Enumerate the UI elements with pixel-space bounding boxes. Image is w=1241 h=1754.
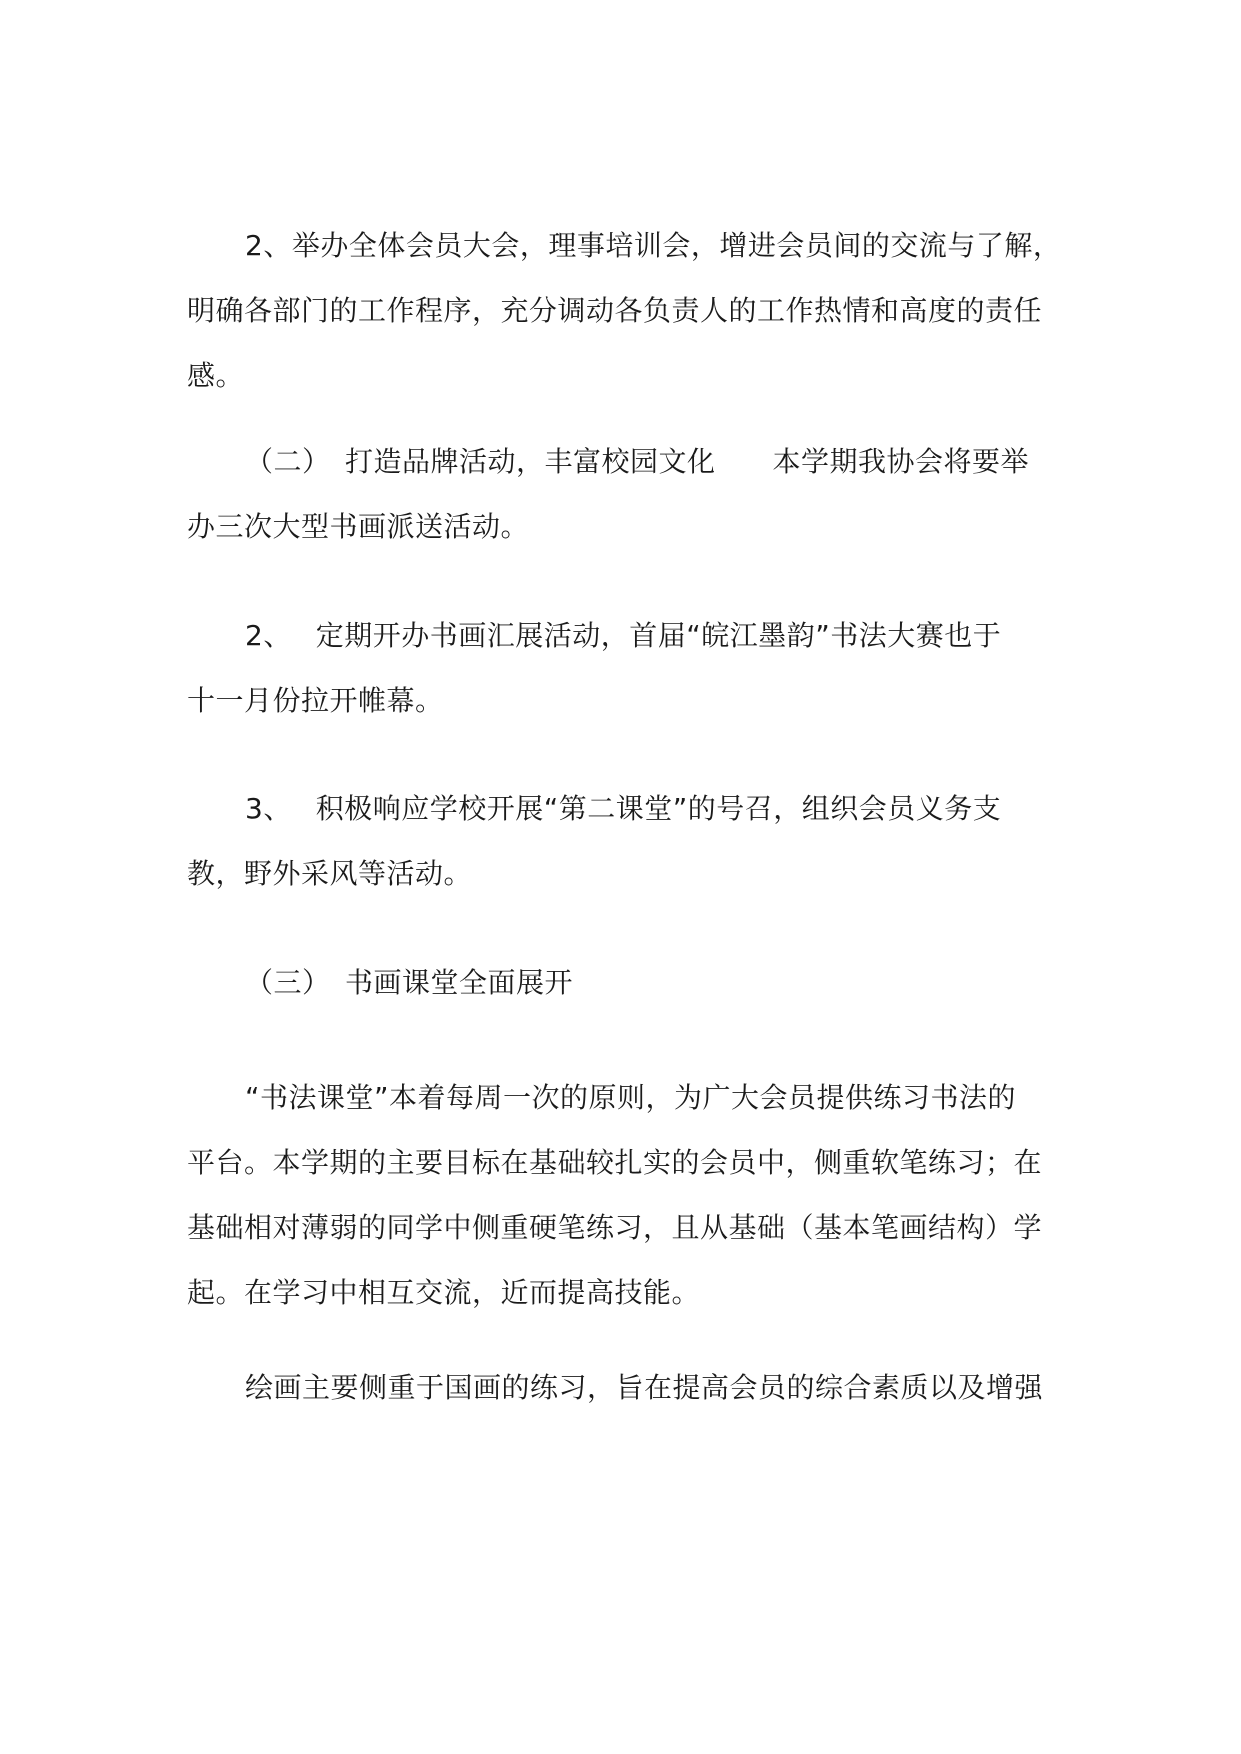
paragraph-calligraphy-class — [187, 1065, 1057, 1325]
paragraph-general-meeting — [187, 213, 1062, 408]
text-line: “书法课堂”本着每周一次的原则，为广大会员提供练习书法的 — [245, 1081, 1017, 1114]
paragraph-second-classroom — [187, 776, 1057, 906]
text-line: （二） 打造品牌活动，丰富校园文化 本学期我协会将要举 — [245, 445, 1030, 478]
paragraph-section-three-heading — [187, 950, 1057, 1015]
text-line: 绘画主要侧重于国画的练习，旨在提高会员的综合素质以及增强 — [245, 1371, 1044, 1404]
paragraph-painting — [187, 1355, 1057, 1420]
text-line: 明确各部门的工作程序，充分调动各负责人的工作热情和高度的责任 — [187, 294, 1043, 327]
paragraph-exhibition — [187, 603, 1057, 733]
text-line: 平台。本学期的主要目标在基础较扎实的会员中，侧重软笔练习；在 — [187, 1146, 1043, 1179]
text-line: 办三次大型书画派送活动。 — [187, 510, 530, 543]
text-line: 2、举办全体会员大会，理事培训会，增进会员间的交流与了解， — [245, 229, 1062, 262]
text-line: 起。在学习中相互交流，近而提高技能。 — [187, 1276, 701, 1309]
text-line: 十一月份拉开帷幕。 — [187, 684, 444, 717]
text-line: 3、 积极响应学校开展“第二课堂”的号召，组织会员义务支 — [245, 792, 1002, 825]
text-line: 基础相对薄弱的同学中侧重硬笔练习，且从基础（基本笔画结构）学 — [187, 1211, 1043, 1244]
paragraph-section-two-heading — [187, 429, 1057, 559]
text-line: 2、 定期开办书画汇展活动，首届“皖江墨韵”书法大赛也于 — [245, 619, 1002, 652]
text-line: 教，野外采风等活动。 — [187, 857, 473, 890]
text-line: （三） 书画课堂全面展开 — [245, 966, 574, 999]
text-line: 感。 — [187, 359, 245, 392]
